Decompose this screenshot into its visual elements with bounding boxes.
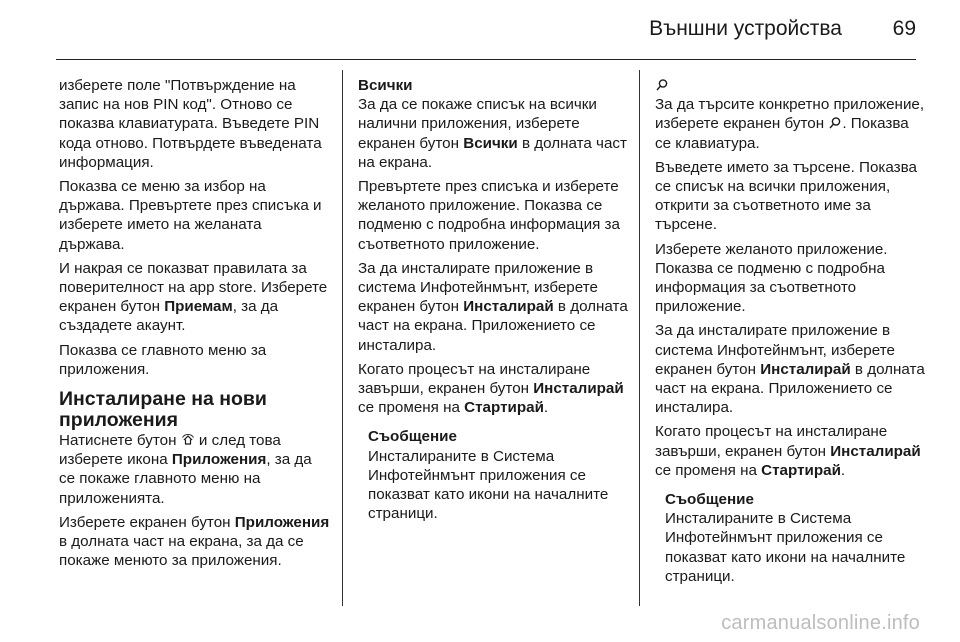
page-header: [0, 0, 960, 58]
paragraph: Когато процесът на инсталиране завърши, екранен бутон Инсталирай се променя на Стартирай.: [655, 423, 921, 479]
paragraph: Въведете името за търсене. Показва се списък на всички приложения, открити за съответното име за търсене.: [655, 158, 917, 234]
page-number: 69: [892, 17, 916, 40]
apps-icon-ref: Приложения: [171, 451, 267, 469]
paragraph: И накрая се показват правилата за поверителност на app store. Изберете екранен бутон Приемам, за да създадете акаунт.: [59, 259, 328, 335]
search-icon: [828, 116, 842, 130]
accept-button-ref: Приемам: [164, 298, 233, 316]
paragraph: Когато процесът на инсталиране завърши, екранен бутон Инсталирай се променя на Стартирай.: [358, 360, 624, 417]
paragraph: За да се покаже списък на всички налични приложения, изберете екранен бутон Всички в долната част на екрана.: [358, 96, 627, 171]
paragraph: За да търсите конкретно приложение, изберете екранен бутон . Показва се клавиатура.: [655, 96, 925, 152]
apps-button-ref: Приложения: [234, 513, 330, 531]
note-text: Инсталираните в Система Инфотейнмънт приложения се показват като икони на началните страници.: [368, 447, 609, 523]
paragraph: За да инсталирате приложение в система Инфотейнмънт, изберете екранен бутон Инсталирай в долната част на екрана. Приложението се инсталира.: [358, 259, 628, 354]
note-text: Инсталираните в Система Инфотейнмънт приложения се показват като икони на началните страници.: [665, 510, 906, 585]
section-heading: Инсталиране на нови приложения: [59, 388, 267, 432]
header-rule: [56, 59, 916, 60]
paragraph: Показва се меню за избор на държава. Превъртете през списъка и изберете името на желаната държава.: [59, 178, 322, 253]
start-button-ref: Стартирай: [464, 399, 544, 417]
column-middle: [358, 76, 630, 523]
home-icon: [181, 433, 195, 447]
note-box: [665, 490, 927, 586]
subheading-search: [655, 76, 927, 95]
search-icon: [655, 78, 669, 92]
column-left: [59, 76, 331, 575]
paragraph: изберете поле "Потвърждение на запис на нов PIN код". Отново се показва клавиатурата. Въведете PIN кода отново. Потвърдете въведената информация.: [59, 77, 322, 171]
paragraph: Натиснете бутон и след това изберете икона Приложения, за да се покаже главното меню на приложенията.: [59, 432, 312, 507]
paragraph: Превъртете през списъка и изберете желаното приложение. Показва се подменю с подробна информация за съответното приложение.: [358, 178, 620, 253]
paragraph: Показва се главното меню за приложения.: [59, 341, 267, 378]
all-button-ref: Всички: [463, 134, 518, 152]
paragraph: Изберете екранен бутон Приложения в долната част на екрана, за да се покаже менюто за приложения.: [59, 513, 330, 570]
paragraph: За да инсталирате приложение в система Инфотейнмънт, изберете екранен бутон Инсталирай в долната част на екрана. Приложението се инсталира.: [655, 322, 925, 417]
column-right: [655, 76, 927, 586]
watermark: carmanualsonline.info: [721, 612, 920, 634]
note-title: Съобщение: [368, 428, 457, 446]
column-divider: [342, 70, 343, 606]
install-button-ref: Инсталирай: [463, 298, 554, 316]
note-box: [368, 427, 630, 523]
paragraph: Изберете желаното приложение. Показва се подменю с подробна информация за съответното приложение.: [655, 240, 888, 316]
install-button-ref: Инсталирай: [830, 442, 921, 460]
install-button-ref: Инсталирай: [760, 360, 851, 378]
column-divider: [639, 70, 640, 606]
page-title: Външни устройства: [649, 17, 842, 40]
note-title: Съобщение: [665, 491, 754, 509]
start-button-ref: Стартирай: [761, 461, 841, 479]
subheading-all: Всички: [358, 77, 413, 94]
install-button-ref: Инсталирай: [533, 380, 624, 398]
